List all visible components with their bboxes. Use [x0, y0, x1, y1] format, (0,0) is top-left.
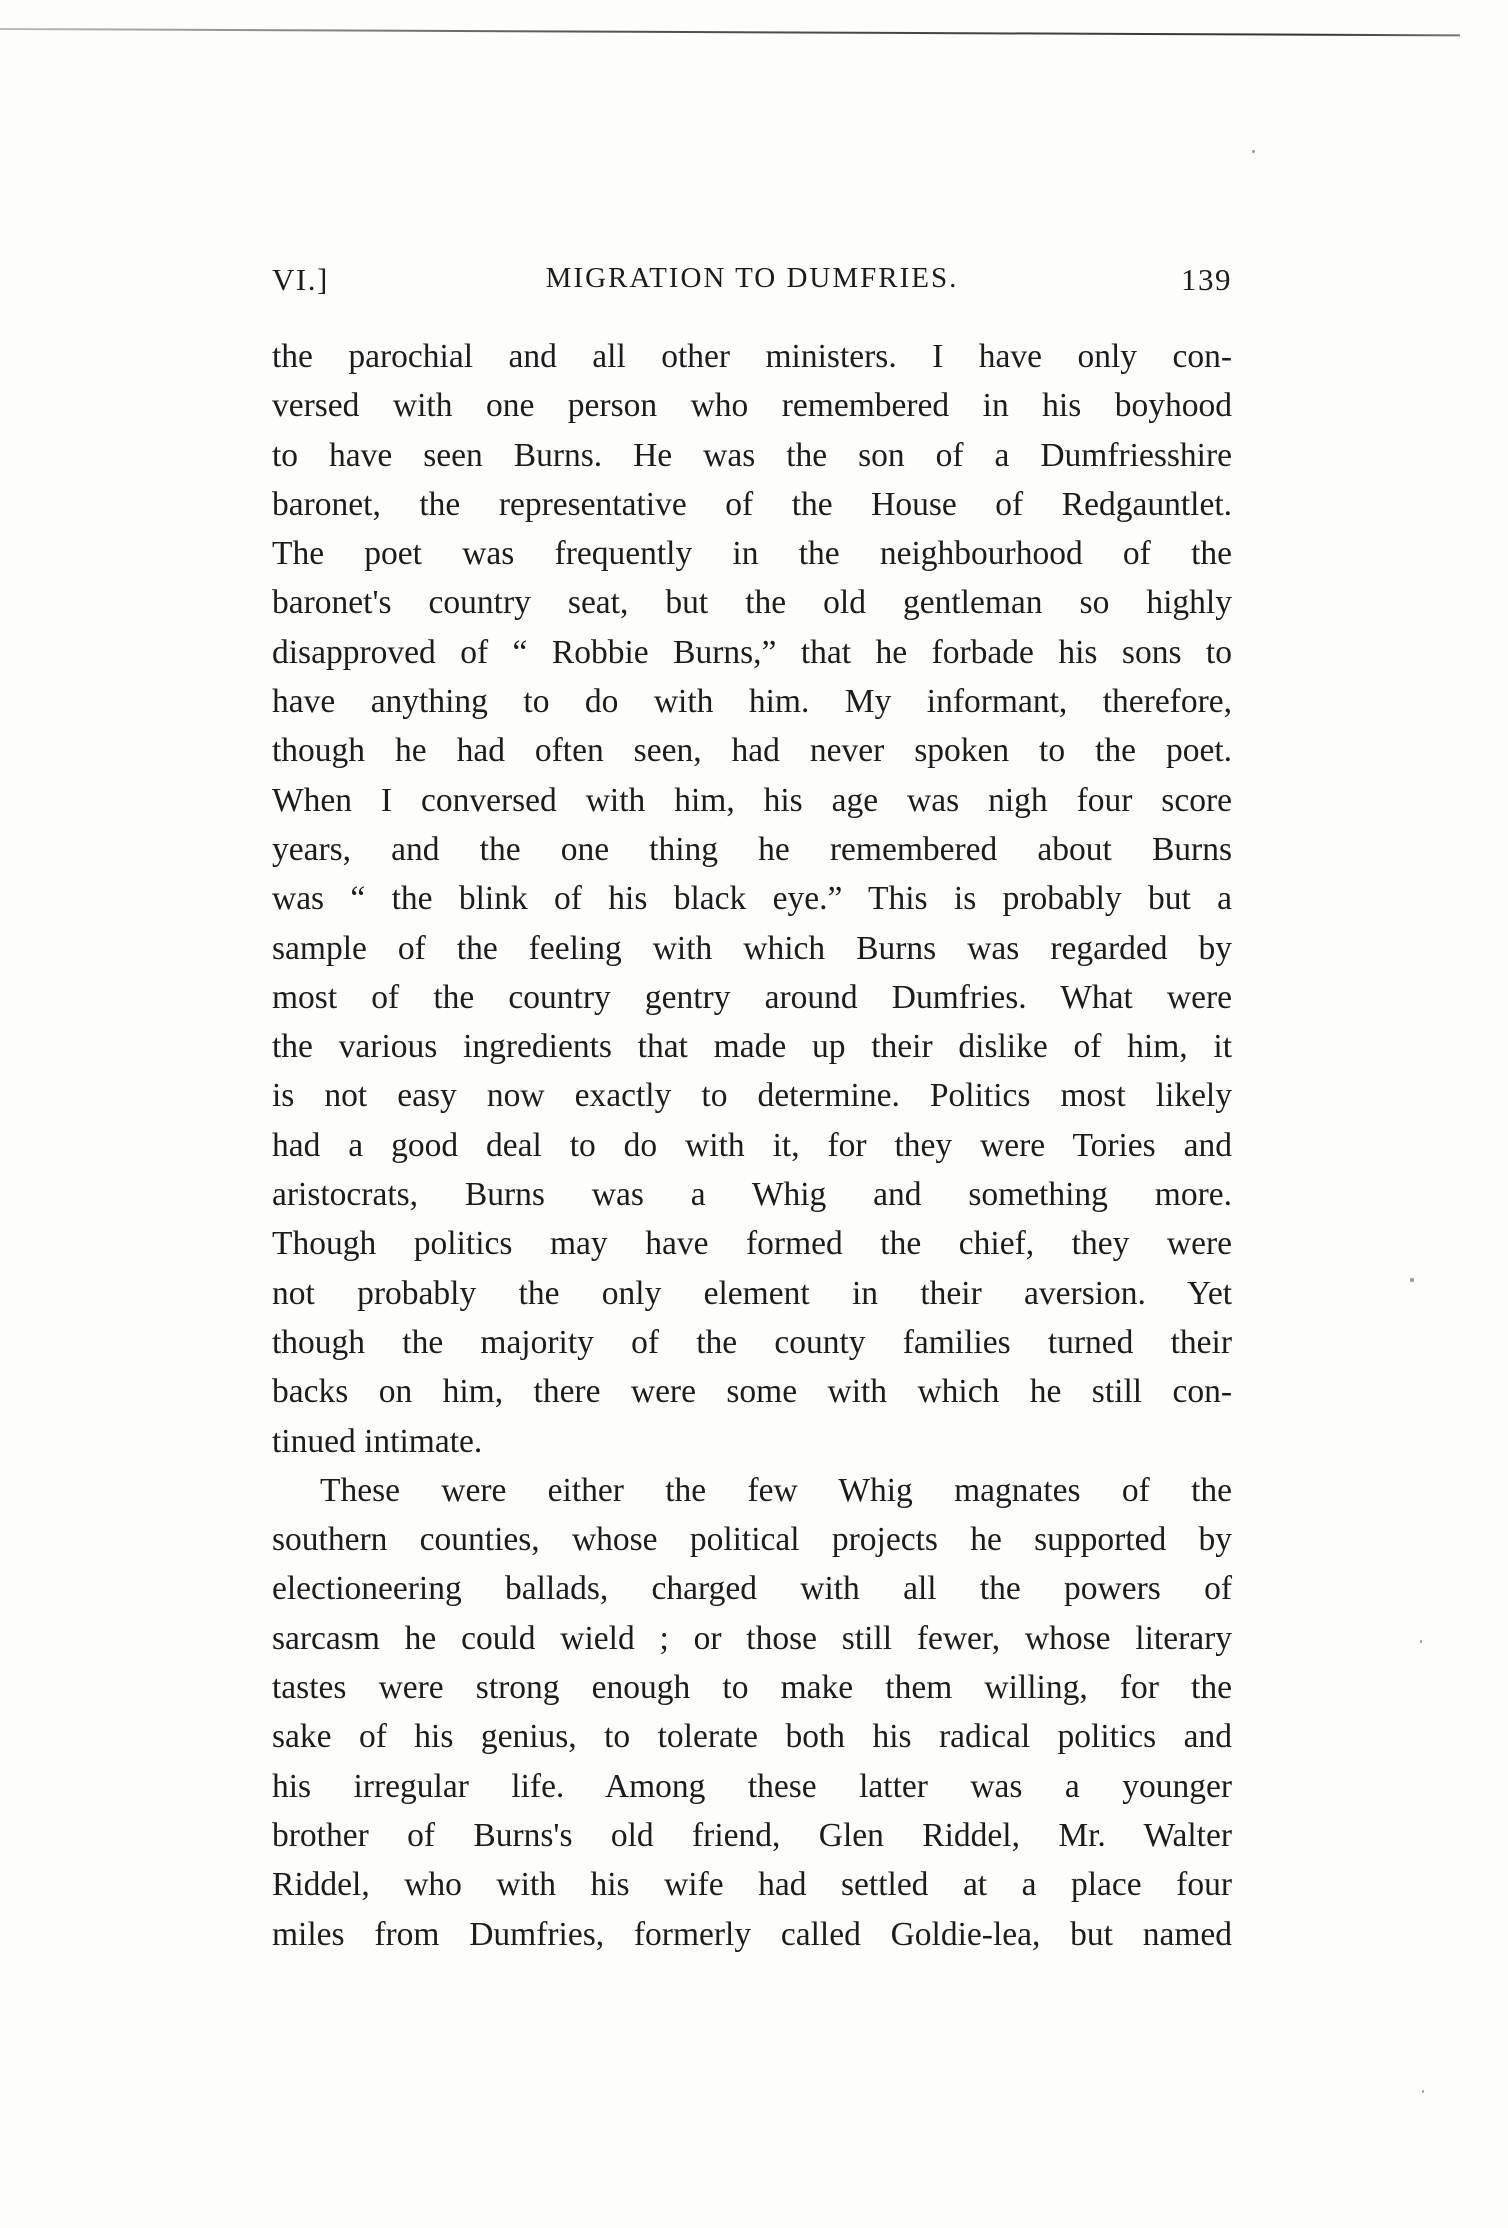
- text-line: miles from Dumfries, formerly called Goldie-lea, but named: [272, 1915, 1232, 1953]
- text-line: sample of the feeling with which Burns was regarded by: [272, 929, 1232, 967]
- text-line: years, and the one thing he remembered about Burns: [272, 830, 1232, 868]
- text-line: tastes were strong enough to make them willing, for the: [272, 1669, 1232, 1707]
- text-line: though the majority of the county families turned their: [272, 1323, 1232, 1361]
- paper-speck: [1252, 150, 1255, 153]
- text-line: Riddel, who with his wife had settled at a place four: [272, 1866, 1232, 1904]
- text-line: sarcasm he could wield ; or those still fewer, whose literary: [272, 1619, 1232, 1657]
- text-line: his irregular life. Among these latter was a younger: [272, 1767, 1232, 1805]
- text-line: These were either the few Whig magnates of the: [320, 1471, 1232, 1509]
- paragraph-2: [272, 1466, 1232, 1959]
- top-edge-rule: [0, 28, 1460, 36]
- book-page: [272, 262, 1232, 1959]
- text-line: sake of his genius, to tolerate both his radical politics and: [272, 1718, 1232, 1756]
- text-line: tinued intimate.: [272, 1422, 483, 1460]
- text-line: versed with one person who remembered in his boyhood: [272, 387, 1232, 425]
- text-line: though he had often seen, had never spoken to the poet.: [272, 732, 1232, 770]
- text-line: southern counties, whose political projects he supported by: [272, 1521, 1232, 1559]
- text-line: to have seen Burns. He was the son of a Dumfriesshire: [272, 436, 1232, 474]
- text-line: had a good deal to do with it, for they were Tories and: [272, 1126, 1232, 1164]
- text-line: baronet's country seat, but the old gentleman so highly: [272, 584, 1232, 622]
- paragraph-1: [272, 332, 1232, 1466]
- paper-speck: [1422, 2090, 1424, 2093]
- text-line: was “ the blink of his black eye.” This is probably but a: [272, 880, 1232, 918]
- text-line: not probably the only element in their aversion. Yet: [272, 1274, 1232, 1312]
- page-number: 139: [1181, 262, 1232, 297]
- text-line: electioneering ballads, charged with all the powers of: [272, 1570, 1232, 1608]
- text-line: Though politics may have formed the chief, they were: [272, 1225, 1232, 1263]
- text-line: the various ingredients that made up their dislike of him, it: [272, 1028, 1232, 1066]
- text-line: aristocrats, Burns was a Whig and something more.: [272, 1176, 1232, 1214]
- paper-speck: [1410, 1278, 1414, 1282]
- running-head: [272, 262, 1232, 312]
- text-line: disapproved of “ Robbie Burns,” that he forbade his sons to: [272, 633, 1232, 671]
- text-line: brother of Burns's old friend, Glen Riddel, Mr. Walter: [272, 1816, 1232, 1854]
- paper-speck: [1420, 1640, 1422, 1643]
- body-text: [272, 332, 1232, 1959]
- text-line: baronet, the representative of the House of Redgauntlet.: [272, 485, 1232, 523]
- text-line: backs on him, there were some with which he still con-: [272, 1373, 1232, 1411]
- text-line: is not easy now exactly to determine. Politics most likely: [272, 1077, 1232, 1115]
- text-line: When I conversed with him, his age was nigh four score: [272, 781, 1232, 819]
- text-line: most of the country gentry around Dumfries. What were: [272, 978, 1232, 1016]
- text-line: have anything to do with him. My informant, therefore,: [272, 683, 1232, 721]
- text-line: the parochial and all other ministers. I have only con-: [272, 338, 1232, 375]
- chapter-number: VI.]: [272, 262, 329, 297]
- text-line: The poet was frequently in the neighbourhood of the: [272, 535, 1232, 573]
- running-title: MIGRATION TO DUMFRIES.: [545, 262, 959, 294]
